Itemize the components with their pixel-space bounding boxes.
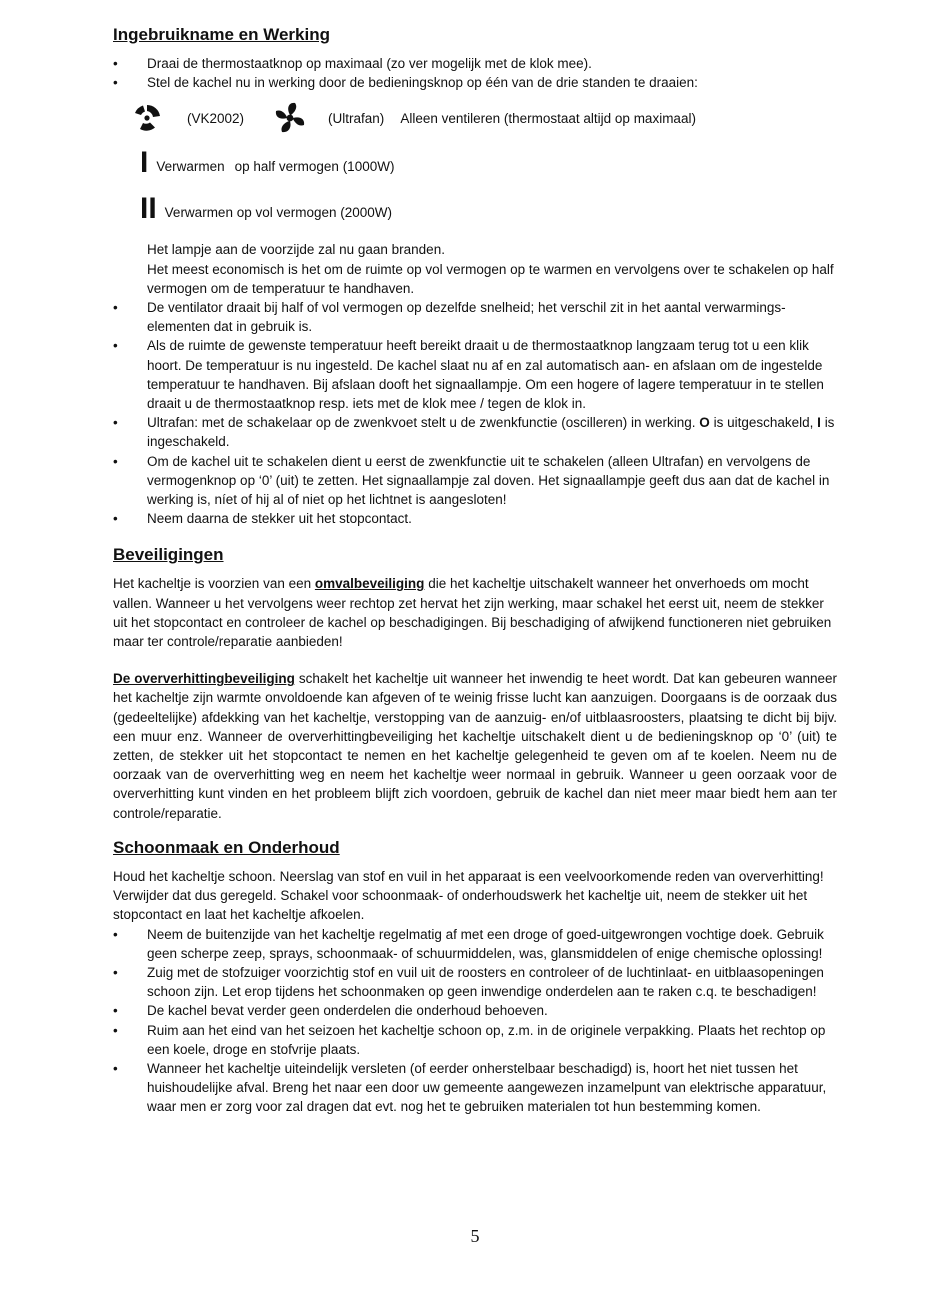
list-item: • Zuig met de stofzuiger voorzichtig stof en vuil uit de roosters en controleer of de luchtinlaat- en uitblaasopeningen schoon zijn. Let erop tijdens het schoonmaken op geen inwendige onderdelen aan te raken c.q. te beschadigen! <box>113 964 824 1000</box>
bullet-list <box>113 54 837 92</box>
paragraph-schoonmaak-intro: Houd het kacheltje schoon. Neerslag van stof en vuil in het apparaat is een veelvoorkomende reden van oververhitting! Verwijder dat dus geregeld. Schakel voor schoonmaak- of onderhoudswerk het kacheltje uit, neem de stekker uit het stopcontact en laat het kacheltje afkoelen. <box>113 868 824 923</box>
mode-full-row <box>113 194 837 224</box>
lamp-paragraph: Het lampje aan de voorzijde zal nu gaan branden. Het meest economisch is het om de ruimte op vol vermogen op te warmen en vervolgens over te schakelen op half vermogen om de temperatuur te handhaven. <box>147 242 834 296</box>
section-title-ingebruikname: Ingebruikname en Werking <box>113 25 330 44</box>
list-item: • De ventilator draait bij half of vol vermogen op dezelfde snelheid; het verschil zit in het aantal verwarmings-elementen dat in gebruik is. <box>113 300 786 335</box>
section-title-schoonmaak: Schoonmaak en Onderhoud <box>113 837 340 857</box>
mode-fan-ultrafan-label: (Ultrafan) <box>328 110 385 126</box>
list-item: • Om de kachel uit te schakelen dient u eerst de zwenkfunctie uit te schakelen (alleen Ultrafan) en vervolgens de vermogenknop op ‘0’ (uit) te zetten. Het signaallampje zal doven. Het signaallampje geeft dus aan dat de kachel in werking is, níet of hij al of niet op het lichtnet is aangesloten! <box>113 453 830 508</box>
mode-fan-description: Alleen ventileren (thermostaat altijd op maximaal) <box>400 110 696 126</box>
mode-half-row <box>113 148 837 178</box>
mode-fan-vk2002-label: (VK2002) <box>187 110 245 126</box>
list-item: • Als de ruimte de gewenste temperatuur heeft bereikt draait u de thermostaatknop langzaam terug tot u een klik hoort. De temperatuur is nu ingesteld. De kachel slaat nu af en zal automatisch aan- en afslaan om de ingestelde temperatuur te handhaven. Bij afslaan dooft het signaallampje. Om een hogere of lagere temperatuur in te stellen draait u de thermostaatknop resp. iets met de klok mee / tegen de klok in. <box>113 338 824 412</box>
list-item: • Draai de thermostaatknop op maximaal (zo ver mogelijk met de klok mee). <box>113 56 592 71</box>
mode-i-label: Verwarmen <box>156 158 225 174</box>
bullet-list <box>113 925 837 1117</box>
mode-fan-row <box>113 102 837 134</box>
section-title-beveiligingen: Beveiligingen <box>113 545 224 565</box>
mode-i-description: op half vermogen (1000W) <box>234 158 395 174</box>
document-page <box>113 24 837 1117</box>
mode-i-symbol: I <box>140 146 149 180</box>
list-item: • Neem daarna de stekker uit het stopcontact. <box>113 511 412 527</box>
list-item: • Neem de buitenzijde van het kacheltje regelmatig af met een droge of goed-uitgewrongen vochtige doek. Gebruik geen scherpe zeep, sprays, schoonmaak- of schuurmiddelen, was, glansmiddelen of enige chemische oplossing! <box>113 926 824 961</box>
bullet-list <box>113 298 837 528</box>
page-number: 5 <box>470 1226 480 1246</box>
term-oververhittingbeveiliging: De oververhittingbeveiliging <box>113 671 295 687</box>
mode-ii-symbol: II <box>140 192 157 226</box>
fan-ultrafan-icon <box>272 101 308 135</box>
list-item: • Ruim aan het eind van het seizoen het kacheltje schoon op, z.m. in de originele verpakking. Plaats het rechtop op een koele, droge en stofvrije plaats. <box>113 1022 826 1057</box>
mode-ii-description: Verwarmen op vol vermogen (2000W) <box>164 204 393 220</box>
paragraph-oververhitting: De oververhittingbeveiliging schakelt het kacheltje uit wanneer het inwendig te heet wordt. Dat kan gebeuren wanneer het kacheltje zijn warmte onvoldoende kan afgeven of te weinig frisse lucht kan aanzuigen. Doorgaans is de oorzaak dus (gedeeltelijke) afdekking van het kacheltje, verstopping van de aanzuig- en/of uitblaasroosters, plaatsing te dicht bij bijv. een muur enz. Wanneer de oververhittingbeveiliging het kacheltje uitschakelt dient u de bedieningsknop op ‘0’ (uit) te zetten, de stekker uit het stopcontact te nemen en het kacheltje gelegenheid te geven om af te koelen. Neem nu de oorzaak van de oververhitting weg en neem het kacheltje weer normaal in gebruik. Wanneer u geen oorzaak voor de oververhitting kunt vinden en het probleem blijft zich voordoen, gebruik de kachel dan niet meer maar biedt hem aan ter controle/reparatie. <box>113 671 837 821</box>
fan-vk2002-icon <box>131 102 163 134</box>
list-item: • De kachel bevat verder geen onderdelen die onderhoud behoeven. <box>113 1003 548 1019</box>
list-item: • Stel de kachel nu in werking door de bedieningsknop op één van de drie standen te draaien: <box>113 75 698 91</box>
list-item: • Wanneer het kacheltje uiteindelijk versleten (of eerder onherstelbaar beschadigd) is, hoort het niet tussen het huishoudelijke afval. Breng het naar een door uw gemeente aangewezen inzamelpunt van elektrische apparatuur, waar men er zorg voor zal dragen dat evt. nog het te gebruiken materialen tot hun bestemming komen. <box>113 1060 827 1115</box>
list-item: • Ultrafan: met de schakelaar op de zwenkvoet stelt u de zwenkfunctie (oscilleren) in werking. O is uitgeschakeld, I is ingeschakeld. <box>113 415 835 450</box>
paragraph-omvalbeveiliging: Het kacheltje is voorzien van een omvalbeveiliging die het kacheltje uitschakelt wanneer het onverhoeds om mocht vallen. Wanneer u het vervolgens weer rechtop zet hervat het zijn werking, maar schakel het eerst uit, neem de stekker uit het stopcontact en controleer de kachel op beschadigingen. Bij beschadiging of afwijkend functioneren niet gebruiken maar ter controle/reparatie aanbieden! <box>113 576 832 650</box>
term-omvalbeveiliging: omvalbeveiliging <box>314 576 425 592</box>
